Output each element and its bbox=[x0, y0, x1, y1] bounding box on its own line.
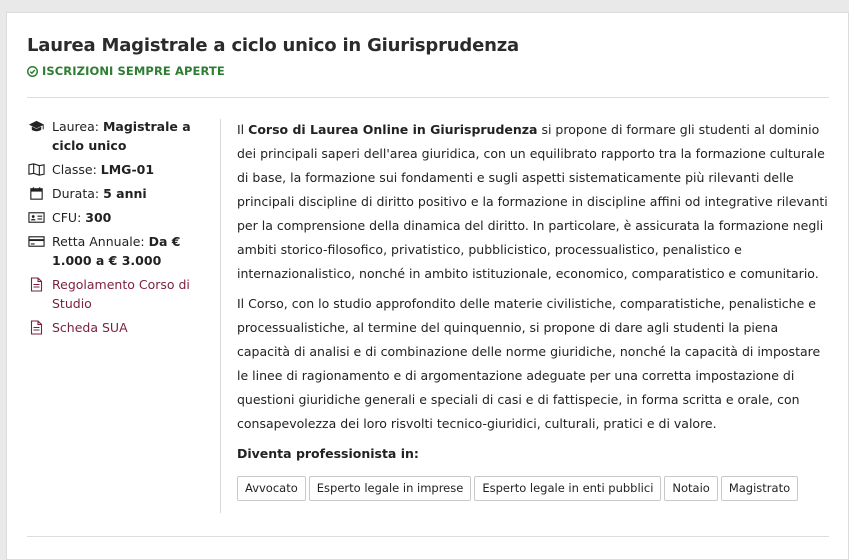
graduation-cap-icon bbox=[27, 117, 45, 136]
column-divider bbox=[220, 119, 221, 513]
durata-value: 5 anni bbox=[103, 186, 147, 201]
p1-rest: si propone di formare gli studenti al dominio dei principali saperi dell'area giuridica, con un equilibrato rapporto tra la formazione culturale di base, la formazione sui fondamenti e sugli aspetti sistematicamente più rilevanti delle principali discipline di diritto positivo e la formazione in discipline affini od integrative rilevanti per la comprensione della dinamica del diritto. In particolare, è assicurata la formazione negli ambiti storico-filosofico, privatistico, pubblicistico, processualistico, penalistico e internazionalistico, nonché in ambito istituzionale, economico, comparatistico e comunitario. bbox=[237, 122, 828, 281]
p1-bold: Corso di Laurea Online in Giurisprudenza bbox=[248, 122, 538, 137]
description-paragraph-2: Il Corso, con lo studio approfondito delle materie civilistiche, comparatistiche, penalistiche e processualistiche, al termine del quinquennio, si propone di dare agli studenti la piena capacità di analisi e di combinazione delle norme giuridiche, nonché la capacità di impostare le linee di ragionamento e di argomentazione adeguate per una corretta impostazione di questioni giuridiche generali e speciali di casi e di fattispecie, in forma scritta e orale, con consapevolezza dei loro risvolti tecnico-giuridici, culturali, pratici e di valore. bbox=[237, 296, 821, 431]
enrollment-status bbox=[27, 64, 225, 78]
course-description bbox=[237, 118, 833, 501]
divider-bottom bbox=[27, 536, 829, 537]
calendar-icon bbox=[27, 184, 45, 203]
map-icon bbox=[27, 160, 45, 179]
info-durata bbox=[27, 184, 202, 203]
id-card-icon bbox=[27, 208, 45, 227]
credit-card-icon bbox=[27, 232, 45, 251]
scheda-sua-label[interactable]: Scheda SUA bbox=[52, 320, 128, 335]
course-card bbox=[6, 12, 849, 560]
document-icon bbox=[27, 275, 45, 294]
career-tag-esperto-imprese[interactable]: Esperto legale in imprese bbox=[309, 476, 472, 501]
retta-label: Retta Annuale: bbox=[52, 234, 145, 249]
description-paragraph-1 bbox=[237, 118, 833, 286]
career-tags bbox=[237, 476, 833, 501]
career-tag-avvocato[interactable]: Avvocato bbox=[237, 476, 306, 501]
cfu-value: 300 bbox=[85, 210, 112, 225]
course-info-sidebar bbox=[27, 117, 202, 342]
career-tag-esperto-enti[interactable]: Esperto legale in enti pubblici bbox=[474, 476, 661, 501]
info-cfu bbox=[27, 208, 202, 227]
cfu-label: CFU: bbox=[52, 210, 82, 225]
retta-value: Da € 1.000 a € 3.000 bbox=[52, 234, 181, 268]
careers-heading: Diventa professionista in: bbox=[237, 446, 419, 461]
link-regolamento[interactable] bbox=[27, 275, 202, 313]
info-retta bbox=[27, 232, 202, 270]
career-tag-notaio[interactable]: Notaio bbox=[664, 476, 717, 501]
check-circle-icon bbox=[27, 66, 38, 77]
p1-intro: Il bbox=[237, 122, 249, 137]
laurea-value: Magistrale a ciclo unico bbox=[52, 119, 191, 153]
status-text: ISCRIZIONI SEMPRE APERTE bbox=[42, 64, 225, 78]
classe-label: Classe: bbox=[52, 162, 97, 177]
laurea-label: Laurea: bbox=[52, 119, 99, 134]
regolamento-label[interactable]: Regolamento Corso di Studio bbox=[52, 277, 190, 311]
career-tag-magistrato[interactable]: Magistrato bbox=[721, 476, 798, 501]
classe-value: LMG-01 bbox=[100, 162, 155, 177]
durata-label: Durata: bbox=[52, 186, 100, 201]
divider-top bbox=[27, 97, 829, 98]
link-scheda-sua[interactable] bbox=[27, 318, 202, 337]
info-laurea bbox=[27, 117, 202, 155]
info-classe bbox=[27, 160, 202, 179]
document-icon bbox=[27, 318, 45, 337]
course-title: Laurea Magistrale a ciclo unico in Giurisprudenza bbox=[27, 35, 519, 56]
